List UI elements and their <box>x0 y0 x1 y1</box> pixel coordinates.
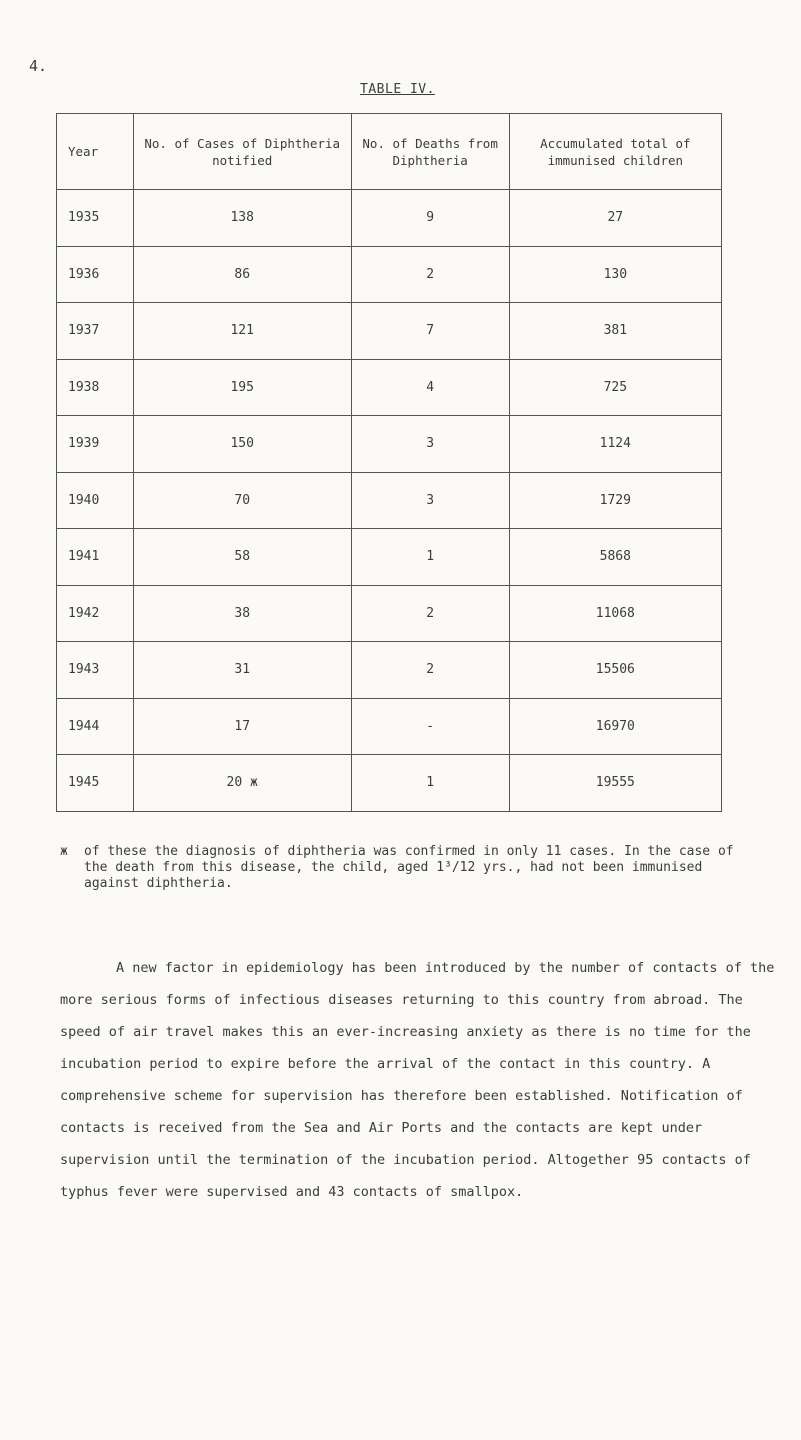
cases-cell: 31 <box>133 642 351 699</box>
year-cell: 1939 <box>57 416 134 473</box>
year-cell: 1943 <box>57 642 134 699</box>
table-title-wrap <box>0 82 801 97</box>
year-cell: 1942 <box>57 585 134 642</box>
table-row <box>57 755 722 812</box>
cases-cell: 138 <box>133 190 351 247</box>
diphtheria-table <box>56 113 722 812</box>
year-cell: 1935 <box>57 190 134 247</box>
table-title: TABLE IV. <box>360 82 435 97</box>
deaths-cell: 7 <box>351 303 509 360</box>
body-paragraph: A new factor in epidemiology has been introduced by the number of contacts of the more serious forms of infectious diseases returning to this country from abroad. The speed of air travel makes this an ever-increasing anxiety as there is no time for the incubation period to expire before the arrival of the contact in this country. A comprehensive scheme for supervision has therefore been established. Notification of contacts is received from the Sea and Air Ports and the contacts are kept under supervision until the termination of the incubation period. Altogether 95 contacts of typhus fever were supervised and 43 contacts of smallpox. <box>60 960 775 1200</box>
table-row <box>57 698 722 755</box>
cases-cell: 150 <box>133 416 351 473</box>
header-cases-notified: No. of Cases of Diphtheria notified <box>133 114 351 190</box>
year-cell: 1941 <box>57 529 134 586</box>
immunised-cell: 130 <box>509 246 721 303</box>
cases-cell: 20 ж <box>133 755 351 812</box>
immunised-cell: 1124 <box>509 416 721 473</box>
header-deaths: No. of Deaths from Diphtheria <box>351 114 509 190</box>
deaths-cell: 9 <box>351 190 509 247</box>
table-body <box>57 190 722 812</box>
year-cell: 1937 <box>57 303 134 360</box>
year-cell: 1936 <box>57 246 134 303</box>
year-cell: 1940 <box>57 472 134 529</box>
header-year: Year <box>57 114 134 190</box>
immunised-cell: 5868 <box>509 529 721 586</box>
deaths-cell: 4 <box>351 359 509 416</box>
year-cell: 1944 <box>57 698 134 755</box>
header-row <box>57 114 722 190</box>
header-immunised-total: Accumulated total of immunised children <box>509 114 721 190</box>
cases-cell: 17 <box>133 698 351 755</box>
deaths-cell: 2 <box>351 246 509 303</box>
year-cell: 1945 <box>57 755 134 812</box>
table-row <box>57 529 722 586</box>
cases-cell: 58 <box>133 529 351 586</box>
immunised-cell: 19555 <box>509 755 721 812</box>
immunised-cell: 1729 <box>509 472 721 529</box>
cases-cell: 195 <box>133 359 351 416</box>
cases-cell: 121 <box>133 303 351 360</box>
deaths-cell: 3 <box>351 472 509 529</box>
immunised-cell: 16970 <box>509 698 721 755</box>
immunised-cell: 27 <box>509 190 721 247</box>
immunised-cell: 11068 <box>509 585 721 642</box>
table-row <box>57 472 722 529</box>
table-header <box>57 114 722 190</box>
table-row <box>57 416 722 473</box>
table-row <box>57 190 722 247</box>
footnote-mark: ж <box>60 844 68 859</box>
cases-cell: 86 <box>133 246 351 303</box>
table-row <box>57 642 722 699</box>
table-row <box>57 246 722 303</box>
cases-cell: 38 <box>133 585 351 642</box>
deaths-cell: 1 <box>351 529 509 586</box>
table-row <box>57 303 722 360</box>
deaths-cell: 3 <box>351 416 509 473</box>
cases-cell: 70 <box>133 472 351 529</box>
page-number: 4. <box>29 57 48 75</box>
deaths-cell: - <box>351 698 509 755</box>
immunised-cell: 15506 <box>509 642 721 699</box>
deaths-cell: 2 <box>351 642 509 699</box>
table-row <box>57 585 722 642</box>
year-cell: 1938 <box>57 359 134 416</box>
deaths-cell: 2 <box>351 585 509 642</box>
table-row <box>57 359 722 416</box>
immunised-cell: 725 <box>509 359 721 416</box>
deaths-cell: 1 <box>351 755 509 812</box>
footnote-text: of these the diagnosis of diphtheria was confirmed in only 11 cases. In the case of the death from this disease, the child, aged 1³/12 yrs., had not been immunised against diphtheria. <box>84 844 734 891</box>
footnote <box>60 844 740 892</box>
immunised-cell: 381 <box>509 303 721 360</box>
